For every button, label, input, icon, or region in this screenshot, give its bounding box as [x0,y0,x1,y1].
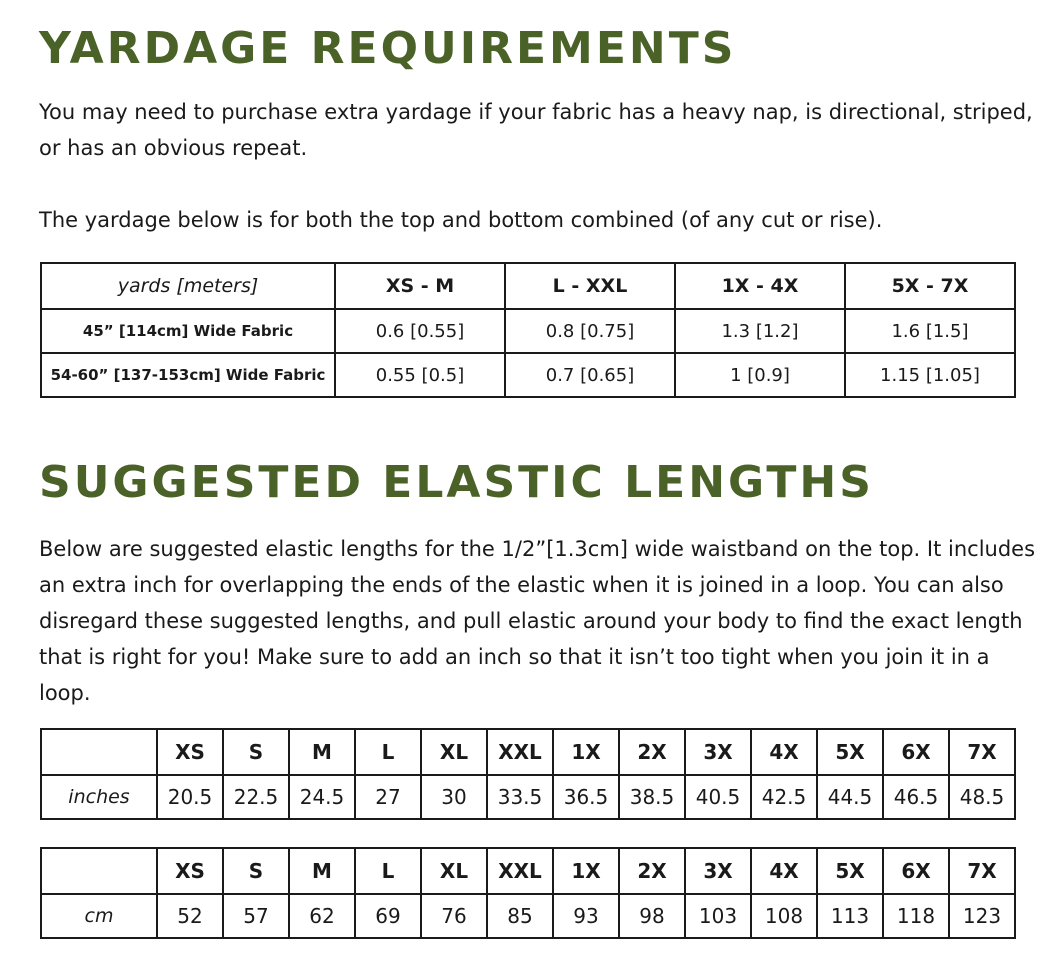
elastic-heading: SUGGESTED ELASTIC LENGTHS [39,457,874,508]
size-header: L [355,848,421,894]
elastic-paragraph: Below are suggested elastic lengths for the 1/2”[1.3cm] wide waistband on the top. It includes an extra inch for overlapping the ends of the elastic when it is joined in a loop. You can also disregard these suggested lengths, and pull elastic around your body to find the exact length that is right for you! Make sure to add an inch so that it isn’t too tight when you join it in a loop. [39,537,1036,705]
size-header: 3X [685,729,751,775]
yardage-column-header: 1X - 4X [675,263,845,309]
size-header-row [41,729,1015,775]
elastic-length-cell: 20.5 [157,775,223,819]
yardage-cell: 1.6 [1.5] [845,309,1015,353]
elastic-length-cell: 36.5 [553,775,619,819]
elastic-length-cell: 46.5 [883,775,949,819]
elastic-length-cell: 93 [553,894,619,938]
elastic-cm-table [40,847,1016,939]
elastic-length-cell: 62 [289,894,355,938]
yardage-cell: 1.3 [1.2] [675,309,845,353]
elastic-length-cell: 22.5 [223,775,289,819]
table-row [41,353,1015,397]
size-header: 1X [553,848,619,894]
table-row [41,309,1015,353]
size-header: XL [421,848,487,894]
size-header: 6X [883,729,949,775]
yardage-header-row [41,263,1015,309]
elastic-length-cell: 33.5 [487,775,553,819]
yardage-cell: 0.55 [0.5] [335,353,505,397]
size-header: M [289,729,355,775]
size-header: XS [157,729,223,775]
elastic-length-cell: 52 [157,894,223,938]
size-header: 7X [949,848,1015,894]
elastic-inches-table [40,728,1016,820]
size-header: S [223,848,289,894]
yardage-cell: 1 [0.9] [675,353,845,397]
yardage-cell: 1.15 [1.05] [845,353,1015,397]
elastic-length-cell: 113 [817,894,883,938]
fabric-width-label: 45” [114cm] Wide Fabric [41,309,335,353]
elastic-length-cell: 85 [487,894,553,938]
yardage-intro: You may need to purchase extra yardage if your fabric has a heavy nap, is directional, striped, or has an obvious repeat. [39,100,1033,160]
size-header: S [223,729,289,775]
size-header: XXL [487,729,553,775]
elastic-length-cell: 27 [355,775,421,819]
size-header: M [289,848,355,894]
elastic-length-cell: 44.5 [817,775,883,819]
empty-corner-cell [41,729,157,775]
elastic-length-cell: 38.5 [619,775,685,819]
elastic-length-cell: 48.5 [949,775,1015,819]
elastic-length-cell: 57 [223,894,289,938]
yardage-column-header: 5X - 7X [845,263,1015,309]
yardage-table [40,262,1016,398]
size-header: 7X [949,729,1015,775]
yardage-cell: 0.6 [0.55] [335,309,505,353]
yardage-note: The yardage below is for both the top and bottom combined (of any cut or rise). [39,208,883,232]
elastic-length-cell: 98 [619,894,685,938]
table-row [41,894,1015,938]
size-header: 2X [619,729,685,775]
size-header: 4X [751,848,817,894]
fabric-width-label: 54-60” [137-153cm] Wide Fabric [41,353,335,397]
elastic-length-cell: 118 [883,894,949,938]
unit-label: inches [41,775,157,819]
elastic-length-cell: 108 [751,894,817,938]
yardage-column-header: XS - M [335,263,505,309]
elastic-length-cell: 69 [355,894,421,938]
unit-label: cm [41,894,157,938]
elastic-length-cell: 24.5 [289,775,355,819]
size-header: 5X [817,729,883,775]
elastic-length-cell: 76 [421,894,487,938]
yardage-heading: YARDAGE REQUIREMENTS [39,23,737,74]
table-row [41,775,1015,819]
size-header: 4X [751,729,817,775]
elastic-length-cell: 103 [685,894,751,938]
yardage-cell: 0.8 [0.75] [505,309,675,353]
empty-corner-cell [41,848,157,894]
size-header: 6X [883,848,949,894]
size-header: 3X [685,848,751,894]
size-header: 5X [817,848,883,894]
size-header: XS [157,848,223,894]
elastic-length-cell: 42.5 [751,775,817,819]
size-header: 1X [553,729,619,775]
yardage-column-header: L - XXL [505,263,675,309]
size-header: XL [421,729,487,775]
elastic-length-cell: 123 [949,894,1015,938]
yardage-cell: 0.7 [0.65] [505,353,675,397]
elastic-length-cell: 30 [421,775,487,819]
size-header-row [41,848,1015,894]
size-header: XXL [487,848,553,894]
size-header: L [355,729,421,775]
elastic-length-cell: 40.5 [685,775,751,819]
yardage-corner-label: yards [meters] [41,263,335,309]
size-header: 2X [619,848,685,894]
